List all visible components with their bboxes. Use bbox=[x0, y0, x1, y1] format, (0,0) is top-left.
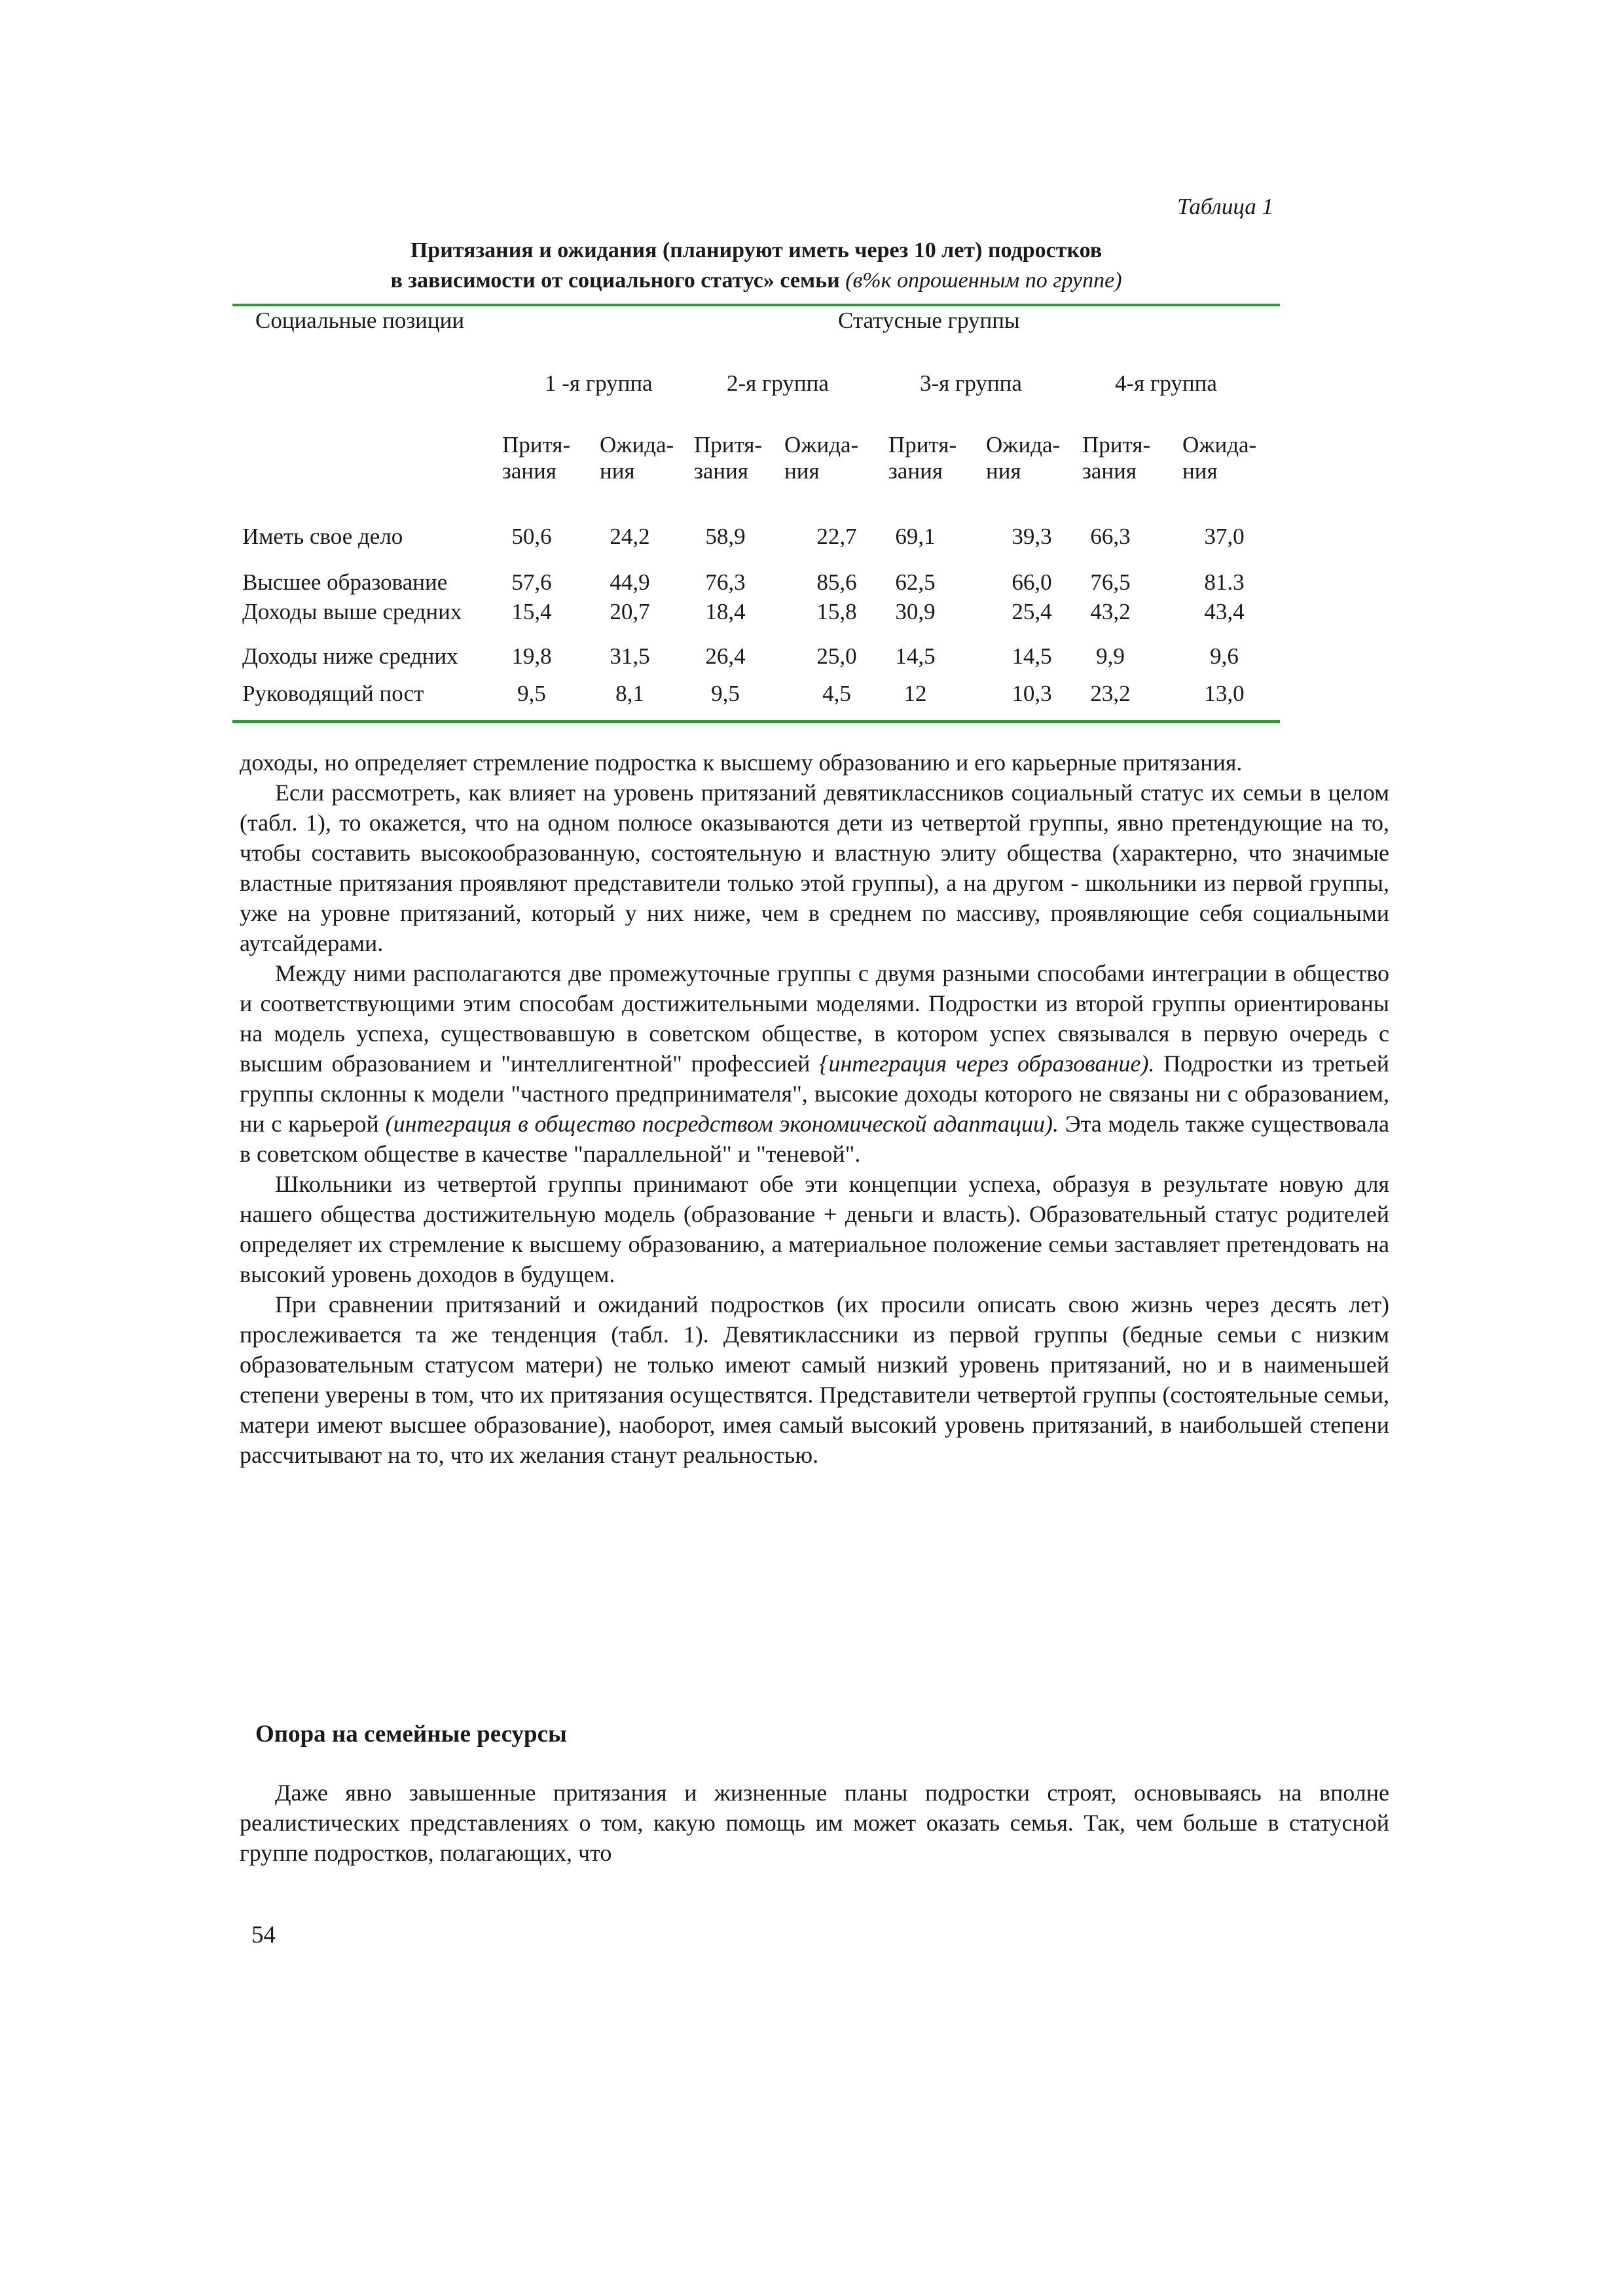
table-row-label: Руководящий пост bbox=[242, 681, 424, 706]
paragraph-1: доходы, но определяет стремление подростка к высшему образованию и его карьерные притязания. bbox=[240, 749, 1243, 776]
subheader-expectations-g3: Ожида- ния bbox=[986, 432, 1061, 484]
subheader-expectations-g2: Ожида- ния bbox=[784, 432, 859, 484]
table-cell: 69,1 bbox=[895, 524, 936, 549]
table-cell: 43,2 bbox=[1090, 599, 1131, 624]
subheader-aspirations-g4: Притя- зания bbox=[1082, 432, 1151, 484]
table-cell: 22,7 bbox=[816, 524, 857, 549]
group-header-3: 3-я группа bbox=[920, 370, 1022, 396]
table-cell: 9,5 bbox=[517, 681, 546, 706]
table-cell: 8,1 bbox=[615, 681, 644, 706]
table-cell: 37,0 bbox=[1204, 524, 1245, 549]
body-text-lower bbox=[240, 1778, 1389, 1868]
header-status-groups: Статусные группы bbox=[838, 308, 1020, 333]
table-cell: 66,3 bbox=[1090, 524, 1131, 549]
table-row-label: Иметь свое дело bbox=[242, 524, 403, 549]
table-title bbox=[232, 236, 1280, 296]
table-bottom-rule bbox=[232, 720, 1280, 723]
table-cell: 76,3 bbox=[705, 569, 746, 595]
table-cell: 4,5 bbox=[822, 681, 851, 706]
table-cell: 15,4 bbox=[511, 599, 552, 624]
table-row-label: Доходы выше средних bbox=[242, 599, 462, 624]
table-cell: 9,5 bbox=[711, 681, 740, 706]
table-cell: 14,5 bbox=[895, 643, 936, 669]
table-cell: 66,0 bbox=[1012, 569, 1052, 595]
table-cell: 39,3 bbox=[1012, 524, 1052, 549]
table-cell: 30,9 bbox=[895, 599, 936, 624]
group-header-4: 4-я группа bbox=[1115, 370, 1217, 396]
body-text-upper bbox=[240, 747, 1389, 1470]
page-number: 54 bbox=[251, 1922, 276, 1948]
table-cell: 81.3 bbox=[1204, 569, 1245, 595]
paragraph-3: Между ними располагаются две промежуточные группы с двумя разными способами интеграции в общество и соответствующими этим способам достижительными моделями. Подростки из второй группы ориентированы на модель успеха, существовавшую в советском обществе, в котором успех связывался в первую очередь с высшим образованием и "интеллигентной" профессией {интеграция через образование). Подростки из третьей группы склонны к модели "частного предпринимателя", высокие доходы которого не связаны ни с образованием, ни с карьерой (интеграция в общество посредством экономической адаптации). Эта модель также существовала в советском обществе в качестве "параллельной" и "теневой". bbox=[240, 960, 1390, 1167]
table-cell: 15,8 bbox=[816, 599, 857, 624]
table-cell: 23,2 bbox=[1090, 681, 1131, 706]
table-title-note: (в%к опрошенным по группе) bbox=[845, 268, 1122, 293]
table-cell: 13,0 bbox=[1204, 681, 1245, 706]
paragraph-6: Даже явно завышенные притязания и жизненные планы подростки строят, основываясь на вполне реалистических представлениях о том, какую помощь им может оказать семья. Так, чем больше в статусной группе подростков, полагающих, что bbox=[240, 1780, 1389, 1866]
table-cell: 58,9 bbox=[705, 524, 746, 549]
table-cell: 26,4 bbox=[705, 643, 746, 669]
table-cell: 85,6 bbox=[816, 569, 857, 595]
table-cell: 24,2 bbox=[610, 524, 650, 549]
table-cell: 25,4 bbox=[1012, 599, 1052, 624]
table-top-rule bbox=[232, 304, 1280, 306]
group-header-2: 2-я группа bbox=[727, 370, 829, 396]
table-cell: 20,7 bbox=[610, 599, 650, 624]
subheader-expectations-g1: Ожида- ния bbox=[600, 432, 674, 484]
table-cell: 14,5 bbox=[1012, 643, 1052, 669]
table-cell: 43,4 bbox=[1204, 599, 1245, 624]
section-heading: Опора на семейные ресурсы bbox=[255, 1721, 567, 1748]
table-cell: 19,8 bbox=[511, 643, 552, 669]
table-cell: 10,3 bbox=[1012, 681, 1052, 706]
paragraph-5: При сравнении притязаний и ожиданий подростков (их просили описать свою жизнь через десять лет) прослеживается та же тенденция (табл. 1). Девятиклассники из первой группы (бедные семьи с низким образовательным статусом матери) не только имеют самый низкий уровень притязаний, но и в наименьшей степени уверены в том, что их притязания осуществятся. Представители четвертой группы (состоятельные семьи, матери имеют высшее образование), наоборот, имея самый высокий уровень притязаний, в наибольшей степени рассчитывают на то, что их желания станут реальностью. bbox=[240, 1291, 1389, 1468]
table-cell: 50,6 bbox=[511, 524, 552, 549]
paragraph-4: Школьники из четвертой группы принимают обе эти концепции успеха, образуя в результате новую для нашего общества достижительную модель (образование + деньги и власть). Образовательный статус родителей определяет их стремление к высшему образованию, а материальное положение семьи заставляет претендовать на высокий уровень доходов в будущем. bbox=[240, 1171, 1389, 1287]
table-row-label: Доходы ниже средних bbox=[242, 643, 458, 669]
table-label: Таблица 1 bbox=[1177, 194, 1273, 219]
table-cell: 57,6 bbox=[511, 569, 552, 595]
table-title-line1: Притязания и ожидания (планируют иметь через 10 лет) подростков bbox=[410, 238, 1103, 262]
table-title-line2 bbox=[232, 266, 1280, 296]
group-header-1: 1 -я группа bbox=[545, 370, 653, 396]
table-title-line2-text: в зависимости от социального статус» семьи bbox=[390, 268, 840, 293]
header-social-positions: Социальные позиции bbox=[255, 308, 465, 333]
table-cell: 18,4 bbox=[705, 599, 746, 624]
subheader-aspirations-g3: Притя- зания bbox=[888, 432, 957, 484]
table-cell: 9,9 bbox=[1096, 643, 1125, 669]
table-cell: 12 bbox=[903, 681, 927, 706]
subheader-aspirations-g1: Притя- зания bbox=[502, 432, 571, 484]
paragraph-2: Если рассмотреть, как влияет на уровень притязаний девятиклассников социальный статус их семьи в целом (табл. 1), то окажется, что на одном полюсе оказываются дети из четвертой группы, явно претендующие на то, чтобы составить высокообразованную, состоятельную и властную элиту общества (характерно, что значимые властные притязания проявляют представители только этой группы), а на другом - школьники из первой группы, уже на уровне притязаний, который у них ниже, чем в среднем по массиву, проявляющие себя социальными аутсайдерами. bbox=[240, 780, 1389, 956]
table-cell: 76,5 bbox=[1090, 569, 1131, 595]
table-cell: 62,5 bbox=[895, 569, 936, 595]
table-cell: 31,5 bbox=[610, 643, 650, 669]
table-row-label: Высшее образование bbox=[242, 569, 448, 595]
table-cell: 9,6 bbox=[1210, 643, 1239, 669]
table-cell: 25,0 bbox=[816, 643, 857, 669]
subheader-aspirations-g2: Притя- зания bbox=[694, 432, 763, 484]
table-cell: 44,9 bbox=[610, 569, 650, 595]
subheader-expectations-g4: Ожида- ния bbox=[1182, 432, 1257, 484]
